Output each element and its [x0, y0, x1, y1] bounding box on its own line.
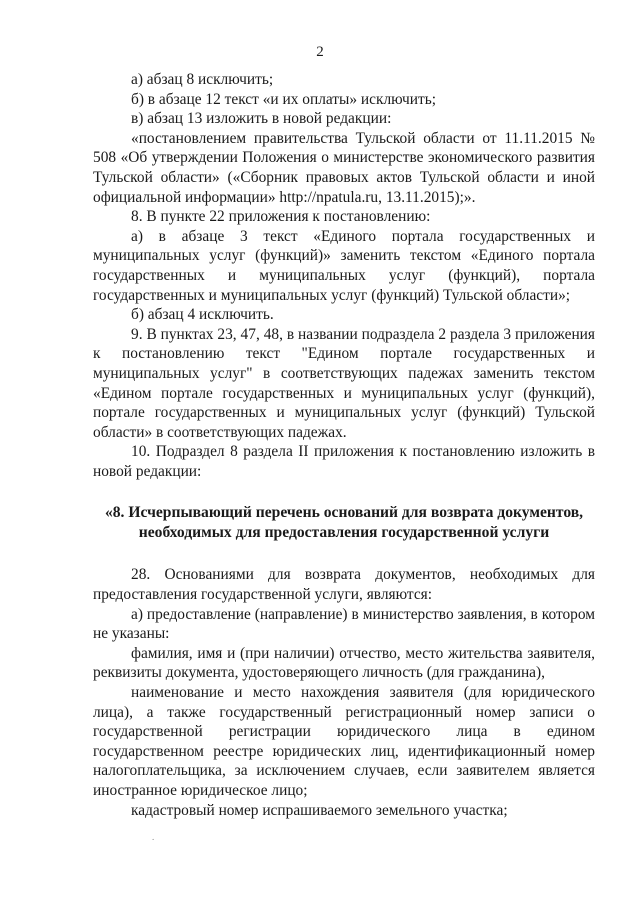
- paragraph: фамилия, имя и (при наличии) отчество, место жительства заявителя, реквизиты документа, удостоверяющего личность (для гражданина),: [93, 644, 595, 682]
- paragraph: наименование и место нахождения заявителя (для юридического лица), а также государственный регистрационный номер записи о государственной регистрации юридического лица в едином государственном реестре юридических лиц, идентификационный номер налогоплательщика, за исключением случаев, если заявителем является иностранное юридическое лицо;: [93, 684, 595, 799]
- paragraph: «постановлением правительства Тульской области от 11.11.2015 № 508 «Об утверждении Положения о министерстве экономического развития Тульской области» («Сборник правовых актов Тульской области и иной официальной информации» http://npatula.ru, 13.11.2015);».: [93, 129, 595, 206]
- paragraph: б) абзац 4 исключить.: [131, 306, 274, 324]
- paragraph: 28. Основаниями для возврата документов, необходимых для предоставления государственной услуги, являются:: [93, 566, 595, 604]
- paragraph: а) абзац 8 исключить;: [131, 71, 274, 88]
- section-heading: [93, 503, 595, 543]
- paragraph: 8. В пункте 22 приложения к постановлению:: [131, 208, 431, 226]
- paragraph: б) в абзаце 12 текст «и их оплаты» исключить;: [131, 90, 437, 108]
- paragraph: а) в абзаце 3 текст «Единого портала государственных и муниципальных услуг (функций)» заменить текстом «Единого портала государственных и муниципальных услуг (функций), портала государственных и муниципальных услуг (функций) Тульской области»;: [93, 227, 595, 304]
- paragraph: 10. Подраздел 8 раздела II приложения к постановлению изложить в новой редакции:: [93, 443, 595, 480]
- scan-mark: .: [152, 832, 155, 842]
- document-body: [93, 70, 595, 820]
- paragraph: а) предоставление (направление) в министерство заявления, в котором не указаны:: [93, 605, 595, 643]
- page-number: 2: [316, 44, 324, 60]
- section-heading-line: необходимых для предоставления государственной услуги: [138, 524, 550, 542]
- paragraph: кадастровый номер испрашиваемого земельного участка;: [131, 801, 508, 819]
- paragraph: в) абзац 13 изложить в новой редакции:: [131, 110, 392, 128]
- paragraph: 9. В пунктах 23, 47, 48, в названии подраздела 2 раздела 3 приложения к постановлению текст "Едином портале государственных и муниципальных услуг" в соответствующих падежах заменить текстом «Едином портале государственных и муниципальных услуг (функций), портале государственных и муниципальных услуг (функций) Тульской области» в соответствующих падежах.: [93, 325, 595, 441]
- section-heading-line: «8. Исчерпывающий перечень оснований для возврата документов,: [104, 504, 584, 522]
